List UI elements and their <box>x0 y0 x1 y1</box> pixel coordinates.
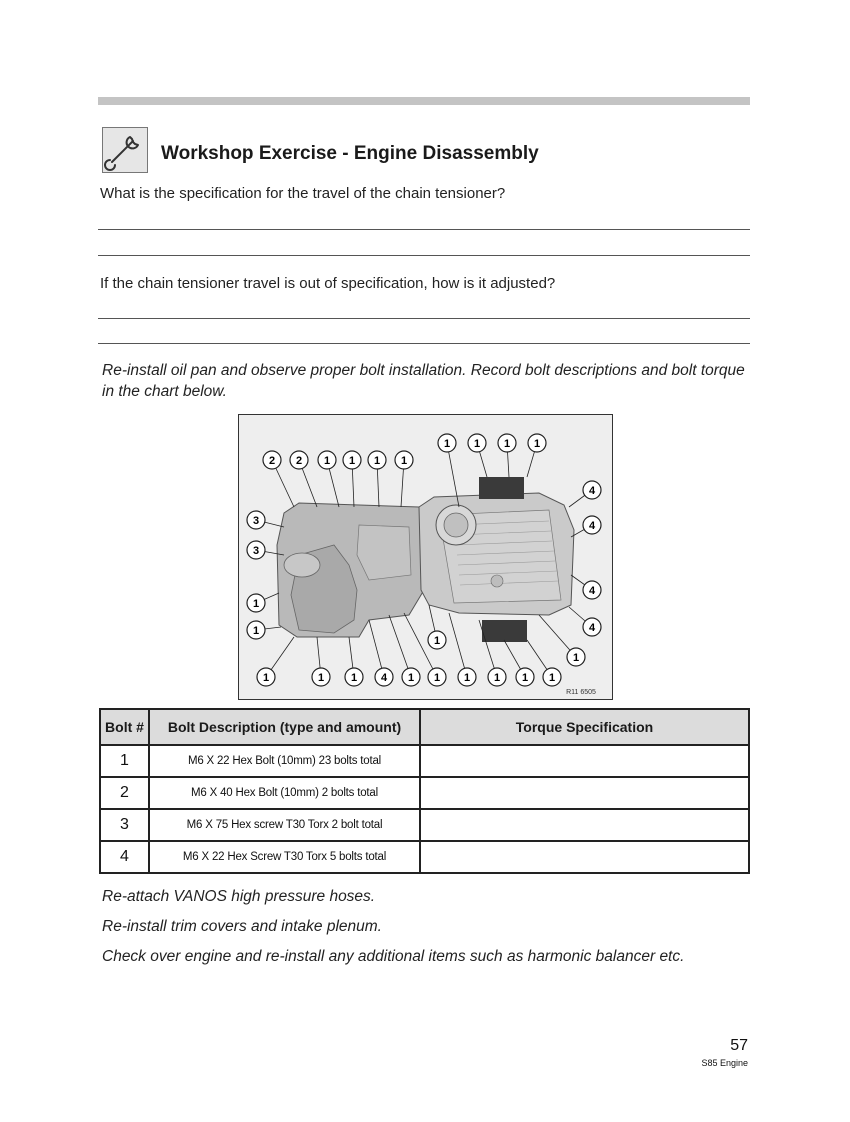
header-bolt-desc: Bolt Description (type and amount) <box>149 709 420 745</box>
callout-label: 1 <box>317 672 325 684</box>
table-row <box>100 777 749 809</box>
table-row <box>100 745 749 777</box>
callout-label: 1 <box>533 438 541 450</box>
callout-label: 1 <box>521 672 529 684</box>
bolt-table <box>99 708 750 874</box>
callout-label: 1 <box>572 652 580 664</box>
callout-label: 3 <box>252 515 260 527</box>
callout-label: 1 <box>407 672 415 684</box>
callout-label: 1 <box>503 438 511 450</box>
callout-label: 1 <box>262 672 270 684</box>
page-title: Workshop Exercise - Engine Disassembly <box>161 143 539 164</box>
callout-label: 3 <box>252 545 260 557</box>
callout-label: 1 <box>443 438 451 450</box>
oil-pan-diagram <box>238 414 613 700</box>
step-trim-covers: Re-install trim covers and intake plenum. <box>102 918 382 935</box>
callout-label: 1 <box>350 672 358 684</box>
bolt-desc: M6 X 40 Hex Bolt (10mm) 2 bolts total <box>149 777 420 809</box>
torque-field[interactable] <box>420 777 749 809</box>
callout-label: 2 <box>268 455 276 467</box>
step-vanos-hoses: Re-attach VANOS high pressure hoses. <box>102 888 376 905</box>
bolt-num: 1 <box>100 745 149 777</box>
callout-label: 1 <box>348 455 356 467</box>
answer-line <box>98 343 750 344</box>
answer-line <box>98 318 750 319</box>
callout-label: 1 <box>548 672 556 684</box>
callout-label: 1 <box>493 672 501 684</box>
bolt-num: 4 <box>100 841 149 873</box>
callout-label: 4 <box>588 485 596 497</box>
bolt-num: 2 <box>100 777 149 809</box>
torque-field[interactable] <box>420 745 749 777</box>
bolt-desc: M6 X 22 Hex Screw T30 Torx 5 bolts total <box>149 841 420 873</box>
step-check-engine: Check over engine and re-install any additional items such as harmonic balancer etc. <box>102 948 685 965</box>
bolt-desc: M6 X 22 Hex Bolt (10mm) 23 bolts total <box>149 745 420 777</box>
table-header-row <box>100 709 749 745</box>
bolt-num: 3 <box>100 809 149 841</box>
callout-label: 4 <box>380 672 388 684</box>
callout-label: 1 <box>473 438 481 450</box>
callout-label: 2 <box>295 455 303 467</box>
callout-label: 1 <box>373 455 381 467</box>
callout-label: 1 <box>463 672 471 684</box>
callout-label: 1 <box>252 598 260 610</box>
question-tensioner-adjust: If the chain tensioner travel is out of specification, how is it adjusted? <box>100 275 556 292</box>
table-row <box>100 841 749 873</box>
callout-label: 1 <box>252 625 260 637</box>
callout-label: 4 <box>588 622 596 634</box>
torque-field[interactable] <box>420 809 749 841</box>
answer-line <box>98 229 750 230</box>
answer-line <box>98 255 750 256</box>
header-torque: Torque Specification <box>420 709 749 745</box>
figure-ref: R11 6505 <box>566 689 596 696</box>
top-divider <box>98 97 750 105</box>
callout-label: 1 <box>433 635 441 647</box>
page-number: 57 <box>730 1037 748 1054</box>
table-row <box>100 809 749 841</box>
wrench-icon <box>102 127 148 173</box>
question-tensioner-spec: What is the specification for the travel of the chain tensioner? <box>100 185 506 202</box>
oil-pan-instruction: Re-install oil pan and observe proper bolt installation. Record bolt descriptions and bolt torque in the chart below. <box>102 362 745 400</box>
callout-label: 4 <box>588 585 596 597</box>
section-label: S85 Engine <box>701 1058 748 1068</box>
torque-field[interactable] <box>420 841 749 873</box>
callout-label: 1 <box>433 672 441 684</box>
callout-label: 4 <box>588 520 596 532</box>
callout-label: 1 <box>323 455 331 467</box>
callout-label: 1 <box>400 455 408 467</box>
bolt-desc: M6 X 75 Hex screw T30 Torx 2 bolt total <box>149 809 420 841</box>
header-bolt-num: Bolt # <box>100 709 149 745</box>
